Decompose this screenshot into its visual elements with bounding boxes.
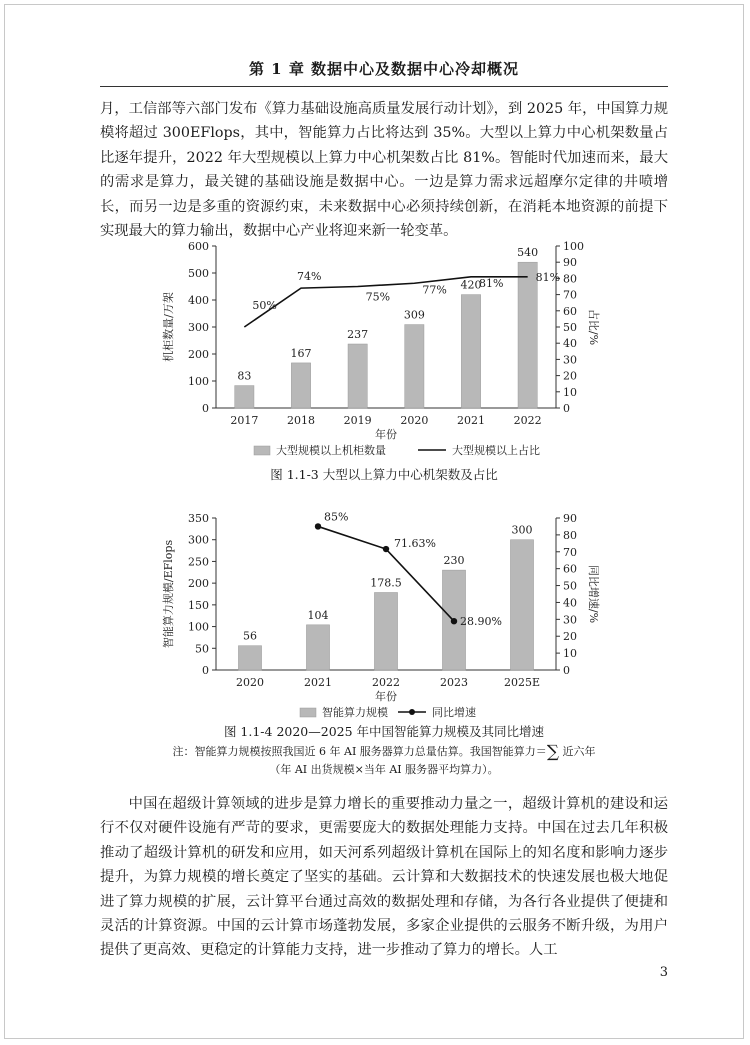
x-tick-label: 2020 bbox=[236, 676, 264, 689]
y-tick-label-right: 30 bbox=[563, 613, 577, 627]
figure-2-caption: 图 1.1-4 2020—2025 年中国智能算力规模及其同比增速 bbox=[223, 724, 545, 739]
line-point bbox=[315, 523, 321, 529]
figure-1-caption: 图 1.1-3 大型以上算力中心机架数及占比 bbox=[270, 467, 498, 482]
y-tick-label-left: 200 bbox=[188, 577, 209, 591]
x-tick-label: 2018 bbox=[287, 414, 315, 427]
y-axis-title-left: 机柜数量/万架 bbox=[162, 292, 175, 362]
legend-bar-label: 大型规模以上机柜数量 bbox=[276, 444, 386, 457]
y-tick-label-right: 50 bbox=[563, 579, 577, 593]
bar bbox=[518, 262, 537, 408]
x-axis-title: 年份 bbox=[375, 690, 397, 703]
paragraph-1: 月，工信部等六部门发布《算力基础设施高质量发展行动计划》，到 2025 年，中国算力规模将超过 300EFlops，其中，智能算力占比将达到 35%。大型以上算力中心机架数量占比逐年提升，2022 年大型规模以上算力中心机架数占比 81%。智能时代加速而来，最大的需求是算力，最关键的基础设施是数据中心。一边是算力需求远超摩尔定律的井喷增长，而另一边是多重的资源约束，未来数据中心必须持续创新，在消耗本地资源的前提下实现最大的算力输出，数据中心产业将迎来新一轮变革。 bbox=[100, 101, 668, 240]
line-value-label: 28.90% bbox=[460, 615, 502, 629]
y-tick-label-right: 60 bbox=[563, 562, 577, 576]
y-tick-label-right: 20 bbox=[563, 369, 577, 383]
line-value-label: 81% bbox=[479, 276, 504, 290]
bar bbox=[291, 363, 310, 408]
y-tick-label-left: 300 bbox=[188, 321, 209, 334]
y-tick-label-right: 30 bbox=[563, 353, 577, 367]
figure-rack-count-chart bbox=[0, 230, 750, 462]
y-tick-label-left: 0 bbox=[202, 664, 209, 677]
x-tick-label: 2021 bbox=[457, 414, 485, 427]
line-value-label: 85% bbox=[324, 510, 349, 524]
legend-line-label: 大型规模以上占比 bbox=[452, 444, 540, 457]
x-tick-label: 2025E bbox=[503, 676, 541, 689]
y-tick-label-right: 40 bbox=[563, 596, 577, 610]
bar bbox=[510, 540, 533, 670]
y-tick-label-right: 20 bbox=[563, 630, 577, 644]
y-tick-label-right: 100 bbox=[563, 240, 584, 253]
bar-value-label: 167 bbox=[290, 346, 312, 360]
line-value-label: 50% bbox=[252, 299, 277, 312]
bar-value-label: 420 bbox=[460, 278, 482, 292]
y-tick-label-left: 400 bbox=[188, 294, 209, 307]
y-tick-label-left: 50 bbox=[195, 642, 209, 656]
y-tick-label-right: 80 bbox=[563, 272, 577, 286]
x-tick-label: 2022 bbox=[372, 676, 400, 689]
x-tick-label: 2019 bbox=[343, 414, 372, 427]
note-text-a: 注：智能算力规模按照我国近 6 年 AI 服务器算力总量估算。我国智能算力＝ bbox=[172, 745, 547, 758]
y-tick-label-left: 350 bbox=[188, 512, 209, 525]
legend-bar-swatch bbox=[254, 446, 270, 455]
bar bbox=[348, 344, 367, 408]
line-point bbox=[383, 546, 389, 552]
y-axis-title-right: 占比/% bbox=[587, 308, 600, 346]
x-axis-title: 年份 bbox=[375, 428, 397, 441]
bar-value-label: 83 bbox=[237, 369, 252, 383]
bar bbox=[235, 386, 254, 408]
bar-value-label: 540 bbox=[517, 246, 539, 260]
line-value-label: 71.63% bbox=[394, 537, 436, 551]
x-tick-label: 2021 bbox=[304, 676, 332, 689]
bar bbox=[238, 646, 261, 670]
legend-line-marker bbox=[409, 709, 415, 715]
legend-line-label: 同比增速 bbox=[432, 706, 476, 718]
y-tick-label-right: 90 bbox=[563, 512, 577, 525]
line-value-label: 75% bbox=[365, 290, 391, 304]
y-tick-label-right: 80 bbox=[563, 528, 577, 542]
y-tick-label-left: 250 bbox=[188, 555, 209, 569]
bar-value-label: 237 bbox=[347, 328, 369, 342]
line-value-label: 81% bbox=[535, 270, 561, 284]
y-tick-label-right: 90 bbox=[563, 256, 577, 270]
y-tick-label-right: 70 bbox=[563, 545, 577, 559]
y-tick-label-left: 300 bbox=[188, 533, 209, 547]
header-rule bbox=[100, 86, 668, 87]
bar-value-label: 300 bbox=[511, 523, 533, 537]
bar bbox=[461, 295, 480, 408]
y-tick-label-right: 0 bbox=[563, 664, 570, 677]
note-text-b: 近六年 bbox=[558, 745, 596, 758]
y-tick-label-right: 10 bbox=[563, 385, 577, 399]
bar bbox=[306, 625, 329, 670]
figure-2-note bbox=[100, 743, 668, 779]
legend-bar-label: 智能算力规模 bbox=[322, 706, 388, 718]
bar-value-label: 230 bbox=[443, 554, 465, 568]
y-tick-label-left: 200 bbox=[188, 348, 209, 361]
note-line-1 bbox=[100, 743, 668, 761]
bar bbox=[405, 325, 424, 408]
x-tick-label: 2023 bbox=[440, 676, 468, 689]
y-axis-title-right: 同比增速/% bbox=[587, 564, 600, 624]
bar-value-label: 56 bbox=[243, 629, 257, 643]
bar bbox=[374, 592, 397, 670]
y-tick-label-left: 150 bbox=[188, 598, 209, 612]
y-tick-label-left: 100 bbox=[188, 620, 209, 634]
bar-value-label: 309 bbox=[403, 308, 425, 322]
y-tick-label-right: 60 bbox=[563, 304, 577, 318]
line-value-label: 74% bbox=[297, 270, 322, 284]
paragraph-2: 中国在超级计算领域的进步是算力增长的重要推动力量之一，超级计算机的建设和运行不仅对硬件设施有严苛的要求，更需要庞大的数据处理能力支持。中国在过去几年积极推动了超级计算机的研发和应用，如天河系列超级计算机在国际上的知名度和影响力逐步提升，为算力规模的增长奠定了坚实的基础。云计算和大数据技术的快速发展也极大地促进了算力规模的扩展，云计算平台通过高效的数据处理和存储，为各行各业提供了便捷和灵活的计算资源。中国的云计算市场蓬勃发展，多家企业提供的云服务不断升级，为用户提供了更高效、更稳定的计算能力支持，进一步推动了算力的增长。人工 bbox=[100, 796, 668, 959]
y-tick-label-right: 40 bbox=[563, 337, 577, 351]
y-tick-label-right: 0 bbox=[563, 402, 570, 415]
y-tick-label-left: 500 bbox=[188, 267, 209, 280]
figure-intelligent-compute-chart bbox=[0, 500, 750, 718]
running-header: 第 1 章 数据中心及数据中心冷却概况 bbox=[248, 60, 520, 78]
y-tick-label-left: 100 bbox=[188, 375, 209, 388]
y-axis-title-left: 智能算力规模/EFlops bbox=[162, 539, 175, 649]
line-point bbox=[451, 618, 457, 624]
summation-symbol: ∑ bbox=[546, 742, 559, 762]
y-tick-label-right: 70 bbox=[563, 288, 577, 302]
y-tick-label-left: 0 bbox=[202, 402, 209, 415]
legend-bar-swatch bbox=[300, 708, 316, 717]
bar-value-label: 104 bbox=[307, 608, 329, 622]
x-tick-label: 2020 bbox=[400, 414, 429, 427]
y-tick-label-right: 10 bbox=[563, 647, 577, 661]
bar-value-label: 178.5 bbox=[370, 576, 402, 590]
x-tick-label: 2017 bbox=[230, 414, 259, 427]
y-tick-label-left: 600 bbox=[188, 240, 209, 253]
note-line-2: （年 AI 出货规模×当年 AI 服务器平均算力）。 bbox=[269, 763, 499, 776]
line-value-label: 77% bbox=[422, 283, 447, 297]
y-tick-label-right: 50 bbox=[563, 321, 577, 334]
page-number: 3 bbox=[659, 965, 668, 980]
x-tick-label: 2022 bbox=[513, 414, 542, 427]
